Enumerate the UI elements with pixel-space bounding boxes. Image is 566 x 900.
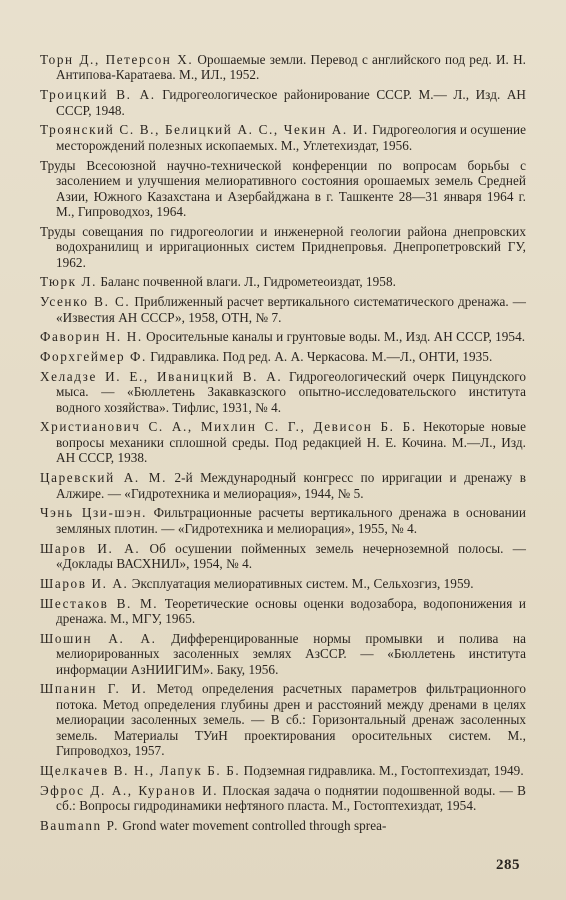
bibliography-entry xyxy=(40,631,526,677)
bibliography-entry xyxy=(40,87,526,118)
entry-text: Grond water movement controlled through sprea- xyxy=(119,817,387,833)
bibliography-entry xyxy=(40,224,526,270)
entry-author: Царевский А. М. xyxy=(40,470,168,486)
bibliography-entry xyxy=(40,52,526,83)
entry-text: Приближенный расчет вертикального систематического дренажа. — «Известия АН СССР», 1958, ОТН, № 7. xyxy=(56,294,526,325)
entry-author: Baumann P. xyxy=(40,817,120,833)
entry-author: Шошин А. А. xyxy=(40,630,157,646)
bibliography-entry xyxy=(40,419,526,465)
entry-author: Троянский С. В., Белицкий А. С., Чекин А. И. xyxy=(40,122,369,138)
entry-text: Гидравлика. Под ред. А. А. Черкасова. М.—Л., ОНТИ, 1935. xyxy=(146,349,493,365)
entry-author: Христианович С. А., Михлин С. Г., Девисон Б. Б. xyxy=(40,419,417,435)
entry-text: Гидрогеология и осушение месторождений полезных ископаемых. М., Углетехиздат, 1956. xyxy=(56,122,526,153)
entry-author: Эфрос Д. А., Куранов И. xyxy=(40,782,219,798)
bibliography-entry xyxy=(40,763,526,778)
bibliography-entry xyxy=(40,576,526,591)
entry-text: Оросительные каналы и грунтовые воды. М., Изд. АН СССР, 1954. xyxy=(142,329,526,345)
bibliography-entry xyxy=(40,596,526,627)
entry-author: Шаров И. А. xyxy=(40,575,129,591)
entry-text: Гидрогеологическое районирование СССР. М.— Л., Изд. АН СССР, 1948. xyxy=(56,87,526,118)
entry-text: Эксплуатация мелиоративных систем. М., Сельхозгиз, 1959. xyxy=(128,575,474,591)
entry-author: Шестаков В. М. xyxy=(40,595,159,611)
bibliography-entry xyxy=(40,329,526,344)
bibliography-entry xyxy=(40,349,526,364)
entry-text: Гидрогеологический очерк Пицундского мыса. — «Бюллетень Закавказского опытно-исследовательского института водного хозяйства». Тифлис, 1931, № 4. xyxy=(56,368,526,415)
bibliography-entry xyxy=(40,274,526,289)
bibliography-entry xyxy=(40,294,526,325)
entry-text: Некоторые новые вопросы механики сплошной среды. Под редакцией Н. Е. Кочина. М.—Л., Изд. АН СССР, 1938. xyxy=(56,419,526,466)
entry-text: Метод определения расчетных параметров фильтрационного потока. Метод определения глубины дрен и расстояний между дренами в целях мелиорации засоленных земель. — В сб.: Горизонтальный дренаж засоленных земель. Материалы ТУиН проектирования оросительных систем. М., Гипроводхоз, 1957. xyxy=(56,681,526,759)
entry-author: Усенко В. С. xyxy=(40,294,131,310)
entry-text: Дифференцированные нормы промывки и полива на мелиорированных засоленных землях АзССР. — «Бюллетень института информации АзНИИГИМ». Баку, 1956. xyxy=(56,630,526,677)
entry-author: Щелкачев В. Н., Лапук Б. Б. xyxy=(40,762,241,778)
entry-author: Тюрк Л. xyxy=(40,274,97,290)
bibliography-entry xyxy=(40,505,526,536)
entry-text: Труды Всесоюзной научно-технической конференции по вопросам борьбы с засолением и улучшения мелиоративного состояния орошаемых земель Средней Азии, Южного Казахстана и Азербайджана в г. Ташкенте 28—31 января 1964 г. М., Гипроводхоз, 1964. xyxy=(40,157,526,219)
entry-text: Плоская задача о поднятии подошвенной воды. — В сб.: Вопросы гидродинамики нефтяного пласта. М., Гостоптехиздат, 1954. xyxy=(56,782,527,814)
bibliography-entry xyxy=(40,158,526,220)
entry-author: Шпанин Г. И. xyxy=(40,681,148,697)
entry-text: Об осушении пойменных земель нечерноземной полосы. — «Доклады ВАСХНИЛ», 1954, № 4. xyxy=(56,540,527,571)
entry-author: Фаворин Н. Н. xyxy=(40,329,143,345)
entry-text: Фильтрационные расчеты вертикального дренажа в основании земляных плотин. — «Гидротехника и мелиорация», 1955, № 4. xyxy=(56,505,527,536)
bibliography-entry xyxy=(40,818,526,833)
entry-text: Труды совещания по гидрогеологии и инженерной геологии района днепровских водохранилищ и ирригационных систем Приднепровья. Днепропетровский ГУ, 1962. xyxy=(40,223,526,270)
entry-text: Орошаемые земли. Перевод с английского под ред. И. Н. Антипова-Каратаева. М., ИЛ., 1952. xyxy=(56,52,527,83)
entry-author: Хеладзе И. Е., Иваницкий В. А. xyxy=(40,368,283,384)
bibliography-entry xyxy=(40,369,526,415)
entry-author: Чэнь Цзи-шэн. xyxy=(40,505,148,521)
bibliography-entry xyxy=(40,541,526,572)
bibliography-entry xyxy=(40,470,526,501)
entry-author: Троицкий В. А. xyxy=(40,87,156,103)
page-number: 285 xyxy=(496,857,520,873)
bibliography-entry xyxy=(40,681,526,758)
entry-text: Теоретические основы оценки водозабора, водопонижения и дренажа. М., МГУ, 1965. xyxy=(56,595,526,626)
bibliography-entry xyxy=(40,122,526,153)
entry-text: 2-й Международный конгресс по ирригации и дренажу в Алжире. — «Гидротехника и мелиорация», 1944, № 5. xyxy=(56,470,526,501)
entry-text: Подземная гидравлика. М., Гостоптехиздат, 1949. xyxy=(240,762,524,778)
entry-author: Форхгеймер Ф. xyxy=(40,349,147,365)
bibliography-entry xyxy=(40,783,526,814)
entry-text: Баланс почвенной влаги. Л., Гидрометеоиздат, 1958. xyxy=(97,274,396,290)
bibliography-list xyxy=(40,52,526,833)
entry-author: Торн Д., Петерсон Х. xyxy=(40,52,194,67)
entry-author: Шаров И. А. xyxy=(40,540,141,556)
